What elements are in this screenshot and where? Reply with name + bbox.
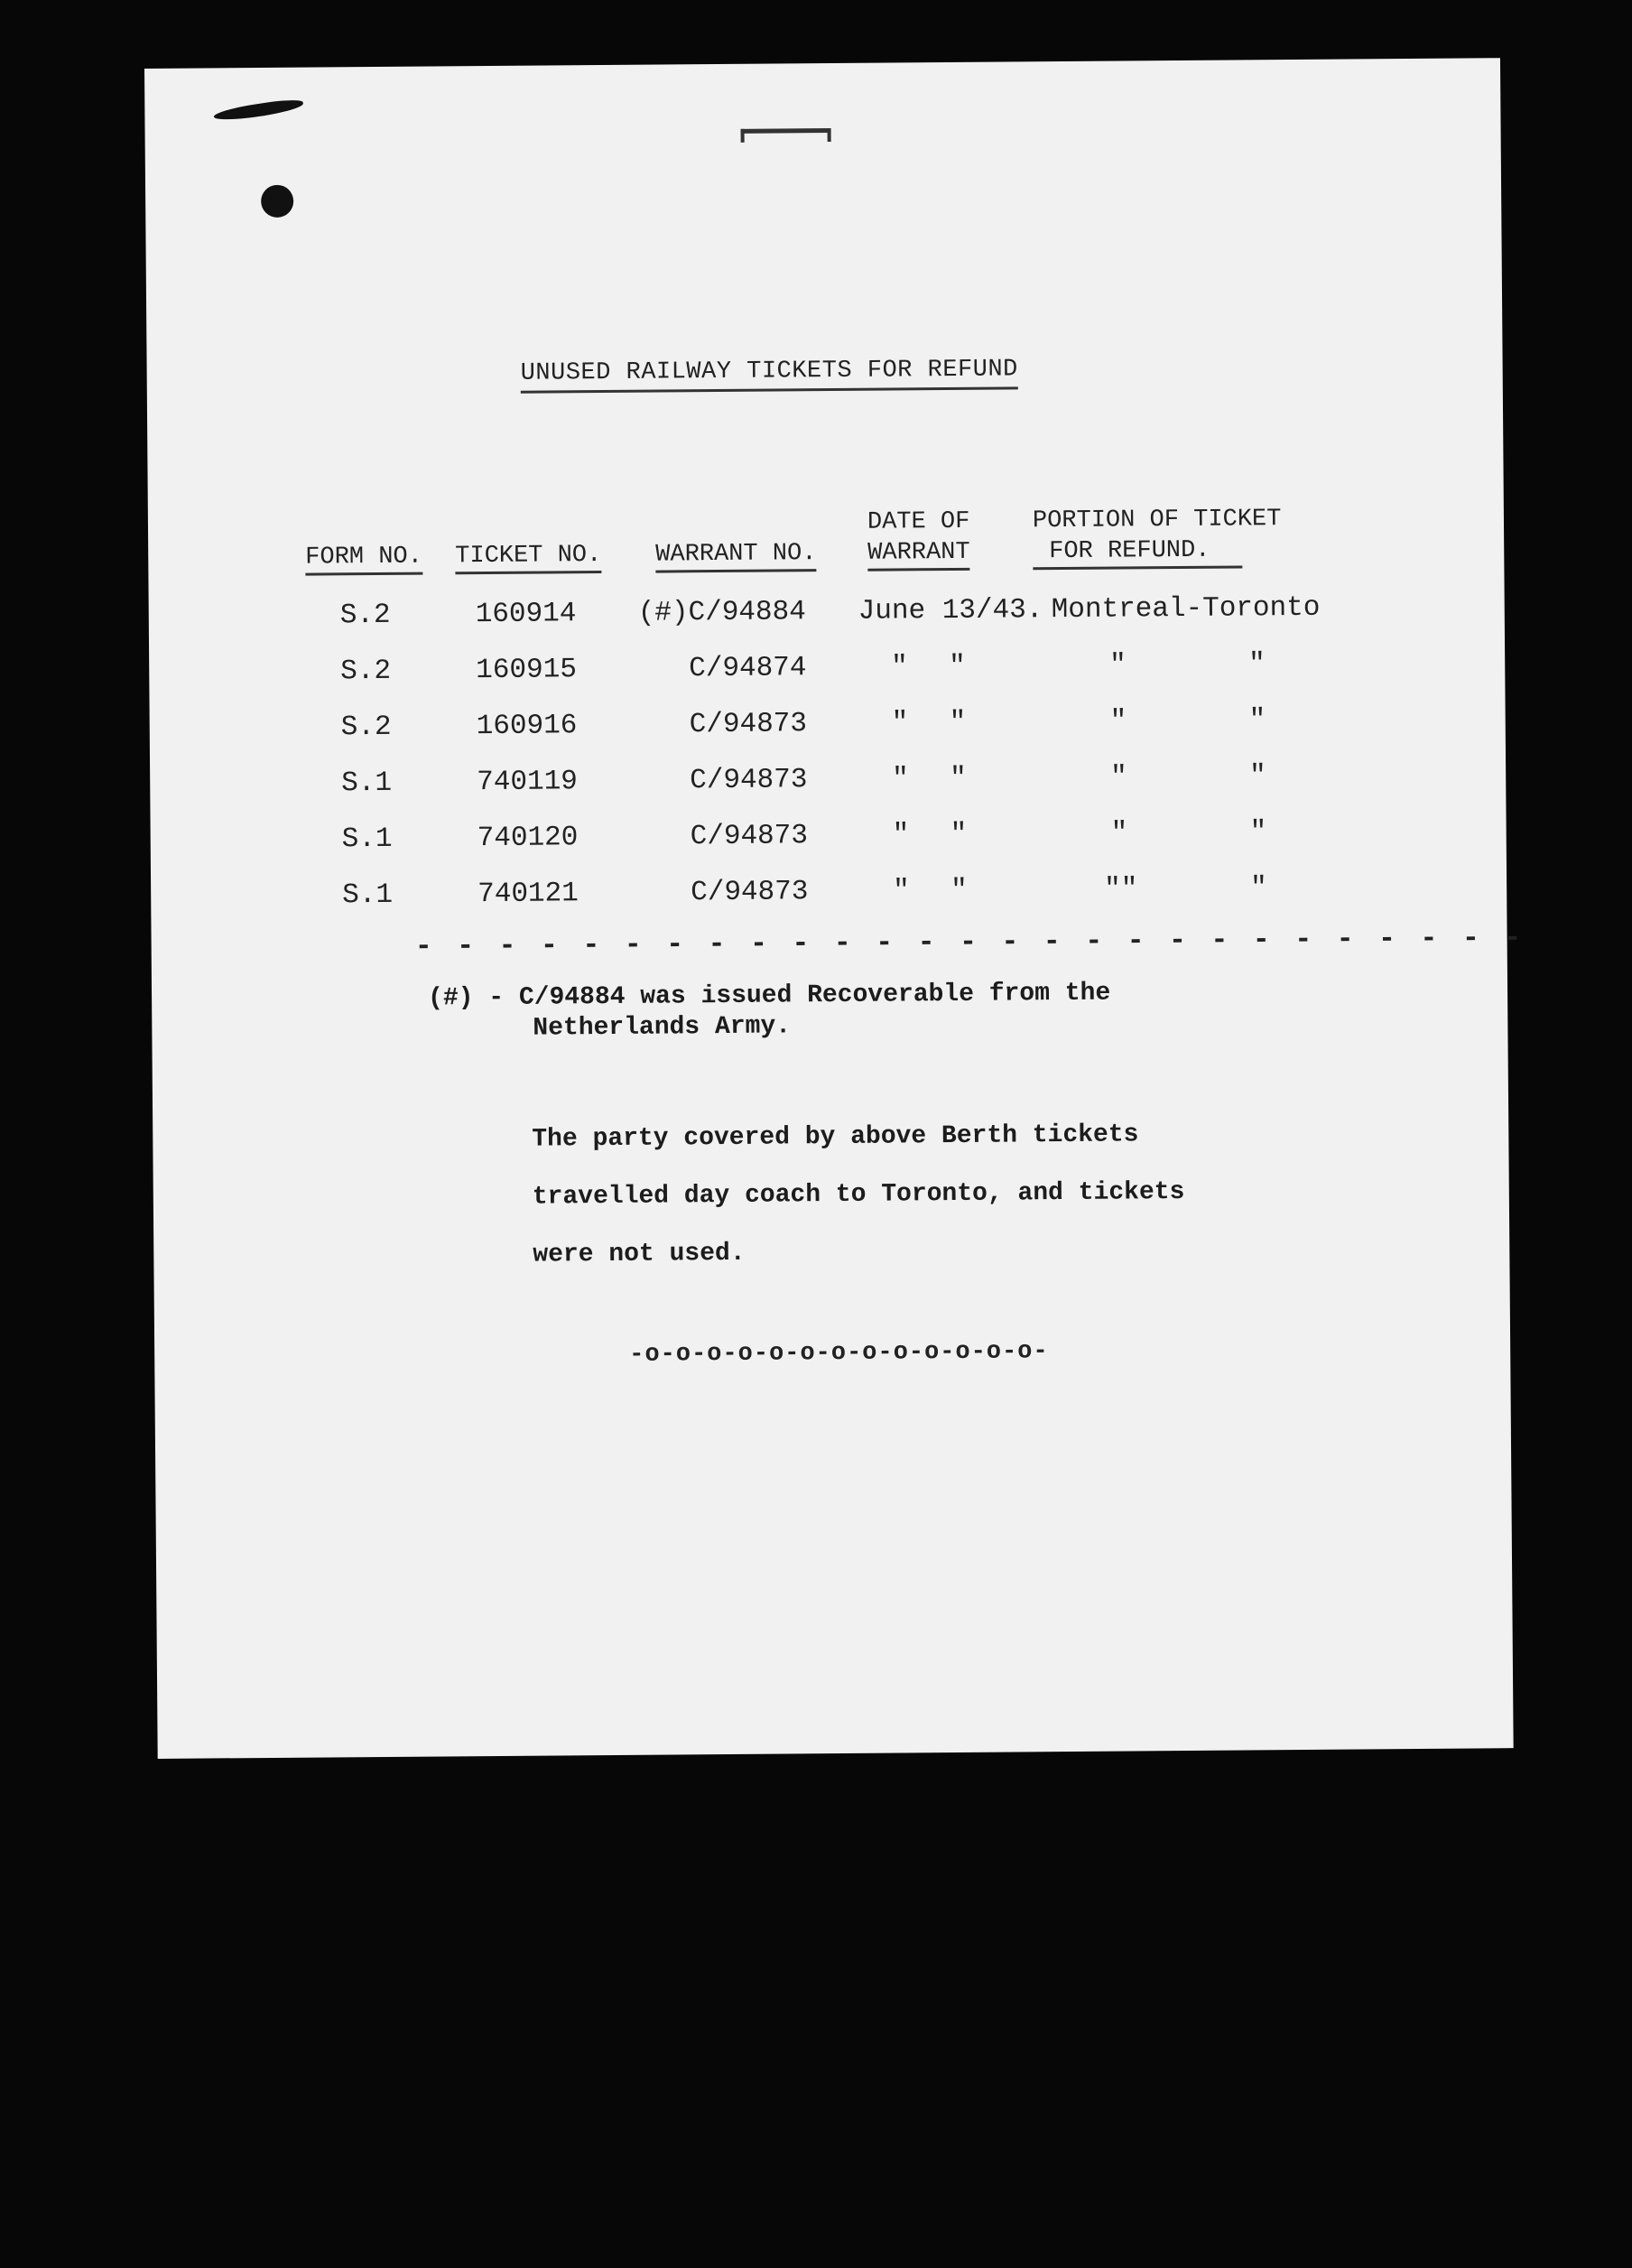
row-3-portion-ditto-b: " xyxy=(1248,704,1266,737)
header-portion: PORTION OF TICKET FOR REFUND. xyxy=(1033,504,1282,567)
row-6-ticket: 740121 xyxy=(478,878,579,911)
row-2-date-ditto-b: " xyxy=(949,650,966,683)
row-6-form: S.1 xyxy=(342,878,394,912)
end-mark: -o-o-o-o-o-o-o-o-o-o-o-o-o- xyxy=(629,1338,1049,1369)
separator-line: - - - - - - - - - - - - - - - - - - - - - - - - - - - xyxy=(414,921,1525,963)
row-2-portion-ditto-a: " xyxy=(1109,649,1127,682)
row-1-warrant: (#)C/94884 xyxy=(637,596,806,629)
row-6-date-ditto-b: " xyxy=(950,874,968,907)
row-5-warrant: C/94873 xyxy=(690,820,809,853)
row-5-portion-ditto-b: " xyxy=(1249,816,1267,849)
row-4-portion-ditto-a: " xyxy=(1110,761,1127,794)
ink-mark xyxy=(213,98,304,124)
row-3-ticket: 160916 xyxy=(476,710,578,743)
row-1-date: June 13/43. xyxy=(858,594,1043,627)
punch-hole xyxy=(261,185,293,218)
row-2-form: S.2 xyxy=(340,655,392,688)
row-3-date-ditto-b: " xyxy=(949,706,967,739)
header-date-of-warrant: DATE OF WARRANT xyxy=(867,507,970,569)
row-4-date-ditto-b: " xyxy=(950,762,967,795)
header-form-no: FORM NO. xyxy=(305,542,422,573)
row-5-date-ditto-a: " xyxy=(892,819,910,851)
document-page xyxy=(144,58,1525,1759)
footnote: (#) - C/94884 was issued Recoverable from the Netherlands Army. xyxy=(427,979,1111,1043)
row-2-portion-ditto-b: " xyxy=(1248,648,1266,681)
row-5-form: S.1 xyxy=(341,823,393,856)
row-2-date-ditto-a: " xyxy=(891,651,908,683)
document-title: UNUSED RAILWAY TICKETS FOR REFUND xyxy=(521,356,1018,393)
row-4-portion-ditto-b: " xyxy=(1249,760,1266,793)
row-4-date-ditto-a: " xyxy=(892,763,909,795)
row-2-warrant: C/94874 xyxy=(689,652,807,685)
row-1-form: S.2 xyxy=(339,599,391,632)
header-warrant-no: WARRANT NO. xyxy=(655,538,816,570)
explanation-paragraph: The party covered by above Berth tickets travelled day coach to Toronto, and tickets were not used. xyxy=(532,1120,1185,1269)
row-6-portion-ditto-a: "" xyxy=(1104,873,1138,906)
row-2-ticket: 160915 xyxy=(476,654,578,687)
row-5-portion-ditto-a: " xyxy=(1110,817,1128,850)
row-1-ticket: 160914 xyxy=(475,598,577,631)
row-6-portion-ditto-b: " xyxy=(1250,872,1267,905)
row-4-form: S.1 xyxy=(341,767,393,800)
row-6-date-ditto-a: " xyxy=(893,875,910,907)
row-3-warrant: C/94873 xyxy=(689,708,808,741)
row-5-ticket: 740120 xyxy=(477,822,579,855)
row-6-warrant: C/94873 xyxy=(691,876,809,909)
clip-mark xyxy=(741,128,831,143)
row-3-form: S.2 xyxy=(340,711,392,744)
row-3-date-ditto-a: " xyxy=(891,707,909,739)
header-ticket-no: TICKET NO. xyxy=(455,540,601,572)
row-3-portion-ditto-a: " xyxy=(1109,705,1127,738)
row-4-ticket: 740119 xyxy=(477,766,578,799)
row-4-warrant: C/94873 xyxy=(690,764,808,797)
row-5-date-ditto-b: " xyxy=(950,818,968,851)
row-1-portion: Montreal-Toronto xyxy=(1051,591,1321,627)
